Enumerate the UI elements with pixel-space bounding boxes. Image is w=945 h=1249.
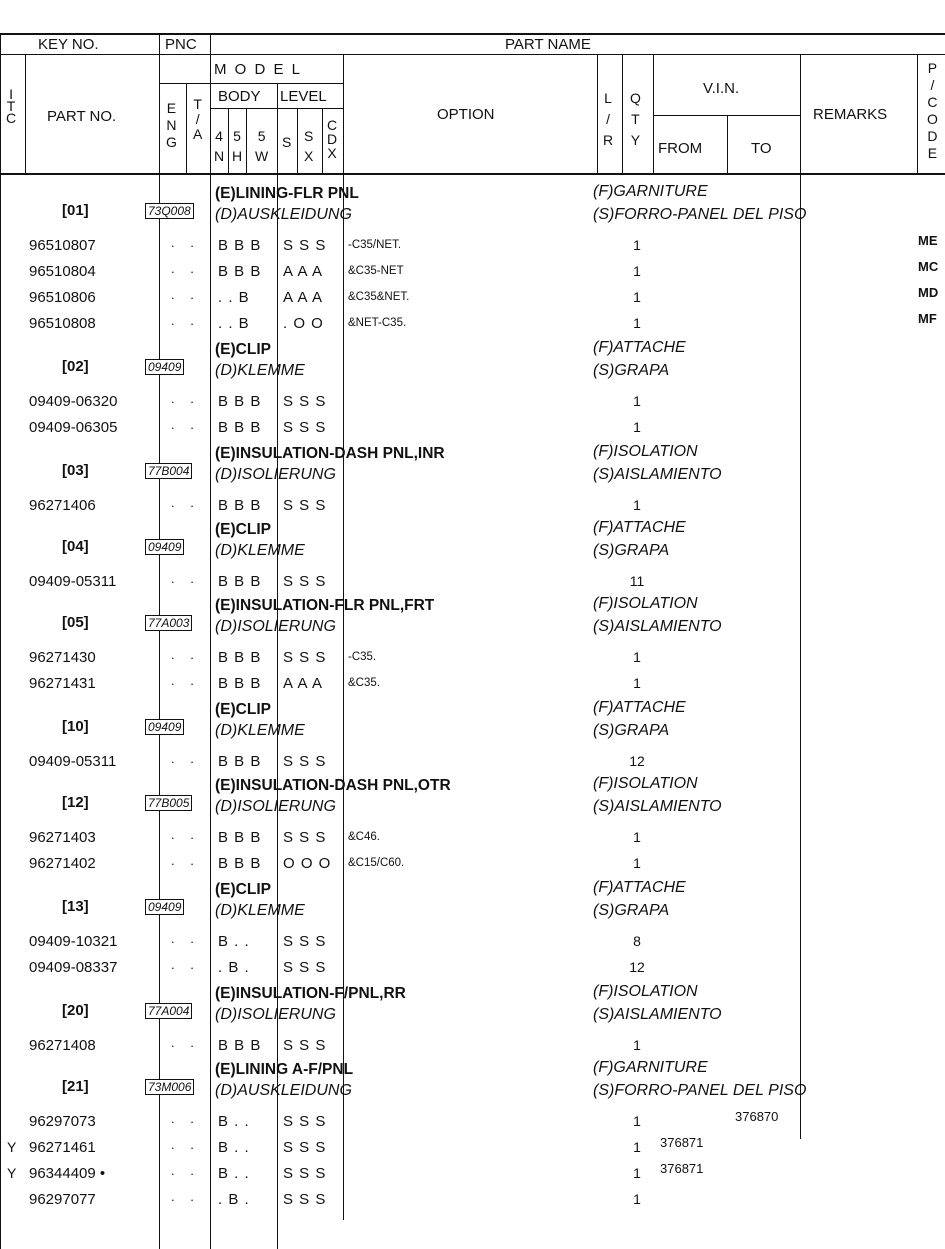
part-number: 96271403 (29, 829, 96, 846)
part-name-german: (D)KLEMME (215, 722, 305, 739)
body-values: . B . (218, 959, 250, 976)
key-no: [05] (62, 614, 89, 631)
quantity: 11 (629, 573, 645, 589)
part-name-german: (D)KLEMME (215, 542, 305, 559)
eng-ta-values: . . (171, 287, 200, 302)
level-values: S S S (283, 649, 327, 666)
vin-to: 376870 (735, 1109, 779, 1124)
pcode: MC (918, 259, 939, 274)
part-name-french: (F)ISOLATION (593, 983, 698, 1000)
pnc-code: 77A003 (145, 615, 192, 631)
option-code: &C15/C60. (348, 857, 405, 869)
key-no: [13] (62, 898, 89, 915)
eng-ta-values: . . (171, 1035, 200, 1050)
part-number: 96510804 (29, 263, 96, 280)
part-number: 09409-08337 (29, 959, 118, 976)
pcode: ME (918, 233, 938, 248)
part-name-german: (D)ISOLIERUNG (215, 798, 336, 815)
level-values: S S S (283, 1165, 327, 1182)
part-name-spanish: (S)AISLAMIENTO (593, 1006, 722, 1023)
level-values: S S S (283, 1139, 327, 1156)
part-name-english: (E)INSULATION-F/PNL,RR (215, 985, 406, 1002)
part-name-spanish: (S)GRAPA (593, 542, 670, 559)
part-name-french: (F)ISOLATION (593, 443, 698, 460)
level-values: S S S (283, 959, 327, 976)
pcode: MF (918, 311, 937, 326)
part-number: 96271430 (29, 649, 96, 666)
header-pcode: P / C O D E (927, 60, 938, 161)
part-name-french: (F)ATTACHE (593, 519, 686, 536)
option-code: &C35-NET (348, 265, 404, 277)
eng-ta-values: . . (171, 1163, 200, 1178)
part-name-german: (D)AUSKLEIDUNG (215, 206, 352, 223)
pnc-code: 09409 (145, 539, 184, 555)
header-lr: L / R (603, 90, 614, 148)
body-values: B B B (218, 753, 262, 770)
eng-ta-values: . . (171, 571, 200, 586)
key-no: [21] (62, 1078, 89, 1095)
quantity: 1 (633, 649, 641, 665)
option-code: &NET-C35. (348, 317, 407, 329)
header-level-cdx: C D X (327, 117, 338, 161)
pnc-code: 09409 (145, 359, 184, 375)
header-vin-to: TO (751, 140, 772, 157)
part-name-french: (F)GARNITURE (593, 183, 708, 200)
body-values: B . . (218, 1113, 250, 1130)
level-values: S S S (283, 393, 327, 410)
eng-ta-values: . . (171, 261, 200, 276)
header-level: LEVEL (280, 88, 327, 105)
part-name-french: (F)ISOLATION (593, 595, 698, 612)
eng-ta-values: . . (171, 931, 200, 946)
body-values: B . . (218, 1139, 250, 1156)
part-name-spanish: (S)AISLAMIENTO (593, 618, 722, 635)
quantity: 1 (633, 263, 641, 279)
header-key-no: KEY NO. (38, 36, 99, 53)
option-code: -C35/NET. (348, 239, 402, 251)
part-name-german: (D)KLEMME (215, 902, 305, 919)
part-number: 96510806 (29, 289, 96, 306)
option-code: -C35. (348, 651, 377, 663)
part-name-english: (E)INSULATION-DASH PNL,INR (215, 445, 445, 462)
part-number: 96271406 (29, 497, 96, 514)
body-values: B B B (218, 393, 262, 410)
header-level-s: S (282, 134, 292, 150)
quantity: 1 (633, 237, 641, 253)
part-number: 96297077 (29, 1191, 96, 1208)
part-name-french: (F)ATTACHE (593, 879, 686, 896)
pnc-code: 73M006 (145, 1079, 194, 1095)
header-model: M O D E L (214, 61, 303, 78)
quantity: 1 (633, 497, 641, 513)
part-number: 96297073 (29, 1113, 96, 1130)
part-number: 09409-06320 (29, 393, 118, 410)
body-values: B B B (218, 855, 262, 872)
part-name-english: (E)CLIP (215, 341, 271, 358)
header-option: OPTION (437, 106, 495, 123)
level-values: S S S (283, 237, 327, 254)
header-pnc: PNC (165, 36, 197, 53)
pnc-code: 77B004 (145, 463, 192, 479)
level-values: S S S (283, 419, 327, 436)
level-values: S S S (283, 829, 327, 846)
part-name-spanish: (S)GRAPA (593, 902, 670, 919)
part-name-german: (D)ISOLIERUNG (215, 466, 336, 483)
part-name-german: (D)KLEMME (215, 362, 305, 379)
quantity: 1 (633, 829, 641, 845)
eng-ta-values: . . (171, 957, 200, 972)
part-name-spanish: (S)GRAPA (593, 362, 670, 379)
part-number: 96510808 (29, 315, 96, 332)
key-no: [02] (62, 358, 89, 375)
part-name-english: (E)CLIP (215, 701, 271, 718)
part-name-english: (E)INSULATION-FLR PNL,FRT (215, 597, 435, 614)
quantity: 1 (633, 1113, 641, 1129)
key-no: [12] (62, 794, 89, 811)
level-values: S S S (283, 573, 327, 590)
part-name-german: (D)ISOLIERUNG (215, 618, 336, 635)
header-remarks: REMARKS (813, 106, 888, 123)
eng-ta-values: . . (171, 417, 200, 432)
eng-ta-values: . . (171, 853, 200, 868)
part-name-french: (F)ISOLATION (593, 775, 698, 792)
part-name-french: (F)ATTACHE (593, 339, 686, 356)
body-values: B B B (218, 649, 262, 666)
level-values: S S S (283, 1191, 327, 1208)
body-values: . . B (218, 289, 250, 306)
header-body-5h: 5 H (232, 128, 243, 164)
header-eng: E N G (166, 100, 177, 150)
quantity: 1 (633, 419, 641, 435)
header-body: BODY (218, 88, 261, 105)
key-no: [03] (62, 462, 89, 479)
eng-ta-values: . . (171, 1111, 200, 1126)
vin-from: 376871 (660, 1135, 704, 1150)
header-ta: T / A (193, 96, 203, 142)
header-itc: I T C (6, 86, 17, 126)
level-values: S S S (283, 1037, 327, 1054)
itc-flag: Y (7, 1139, 17, 1155)
body-values: B B B (218, 1037, 262, 1054)
body-values: B B B (218, 237, 262, 254)
header-level-sx: S X (304, 128, 314, 164)
pnc-code: 73Q008 (145, 203, 194, 219)
eng-ta-values: . . (171, 391, 200, 406)
body-values: B B B (218, 497, 262, 514)
part-name-german: (D)AUSKLEIDUNG (215, 1082, 352, 1099)
body-values: B B B (218, 573, 262, 590)
part-name-english: (E)INSULATION-DASH PNL,OTR (215, 777, 451, 794)
option-code: &C46. (348, 831, 380, 843)
body-values: . . B (218, 315, 250, 332)
level-values: . O O (283, 315, 324, 332)
quantity: 1 (633, 1191, 641, 1207)
quantity: 12 (629, 959, 645, 975)
level-values: S S S (283, 1113, 327, 1130)
body-values: . B . (218, 1191, 250, 1208)
part-name-english: (E)CLIP (215, 881, 271, 898)
level-values: S S S (283, 497, 327, 514)
pnc-code: 77B005 (145, 795, 192, 811)
quantity: 1 (633, 1165, 641, 1181)
eng-ta-values: . . (171, 827, 200, 842)
level-values: S S S (283, 933, 327, 950)
quantity: 8 (633, 933, 641, 949)
header-body-4n: 4 N (214, 128, 225, 164)
eng-ta-values: . . (171, 495, 200, 510)
part-number: 96344409 • (29, 1165, 106, 1182)
eng-ta-values: . . (171, 313, 200, 328)
part-name-german: (D)ISOLIERUNG (215, 1006, 336, 1023)
quantity: 1 (633, 1139, 641, 1155)
pnc-code: 09409 (145, 719, 184, 735)
part-name-french: (F)GARNITURE (593, 1059, 708, 1076)
key-no: [20] (62, 1002, 89, 1019)
pcode: MD (918, 285, 939, 300)
eng-ta-values: . . (171, 673, 200, 688)
part-number: 96271408 (29, 1037, 96, 1054)
part-name-spanish: (S)FORRO-PANEL DEL PISO (593, 1082, 807, 1099)
quantity: 1 (633, 855, 641, 871)
part-number: 96271402 (29, 855, 96, 872)
level-values: A A A (283, 289, 324, 306)
part-number: 96271431 (29, 675, 96, 692)
body-values: B B B (218, 263, 262, 280)
quantity: 1 (633, 289, 641, 305)
eng-ta-values: . . (171, 751, 200, 766)
header-vin: V.I.N. (703, 80, 740, 97)
eng-ta-values: . . (171, 235, 200, 250)
eng-ta-values: . . (171, 1137, 200, 1152)
part-name-english: (E)LINING-FLR PNL (215, 185, 359, 202)
quantity: 12 (629, 753, 645, 769)
header-vin-from: FROM (658, 140, 703, 157)
part-name-french: (F)ATTACHE (593, 699, 686, 716)
part-number: 09409-05311 (29, 753, 117, 770)
part-name-spanish: (S)AISLAMIENTO (593, 466, 722, 483)
body-values: B . . (218, 933, 250, 950)
header-part-name: PART NAME (505, 36, 591, 53)
level-values: O O O (283, 855, 332, 872)
key-no: [04] (62, 538, 89, 555)
body-values: B B B (218, 829, 262, 846)
part-name-english: (E)LINING A-F/PNL (215, 1061, 354, 1078)
part-name-spanish: (S)GRAPA (593, 722, 670, 739)
part-number: 09409-05311 (29, 573, 117, 590)
eng-ta-values: . . (171, 1189, 200, 1204)
level-values: A A A (283, 675, 324, 692)
part-number: 09409-10321 (29, 933, 118, 950)
eng-ta-values: . . (171, 647, 200, 662)
itc-flag: Y (7, 1165, 17, 1181)
quantity: 1 (633, 1037, 641, 1053)
part-number: 96510807 (29, 237, 96, 254)
body-values: B B B (218, 675, 262, 692)
part-name-english: (E)CLIP (215, 521, 271, 538)
header-qty: Q T Y (630, 90, 641, 148)
pnc-code: 77A004 (145, 1003, 192, 1019)
quantity: 1 (633, 675, 641, 691)
header-body-5w: 5 W (255, 128, 269, 164)
part-number: 09409-06305 (29, 419, 118, 436)
key-no: [10] (62, 718, 89, 735)
body-values: B B B (218, 419, 262, 436)
quantity: 1 (633, 315, 641, 331)
header-part-no: PART NO. (47, 108, 117, 125)
level-values: A A A (283, 263, 324, 280)
part-name-spanish: (S)FORRO-PANEL DEL PISO (593, 206, 807, 223)
option-code: &C35&NET. (348, 291, 410, 303)
level-values: S S S (283, 753, 327, 770)
option-code: &C35. (348, 677, 380, 689)
key-no: [01] (62, 202, 89, 219)
part-name-spanish: (S)AISLAMIENTO (593, 798, 722, 815)
vin-from: 376871 (660, 1161, 704, 1176)
body-values: B . . (218, 1165, 250, 1182)
part-number: 96271461 (29, 1139, 96, 1156)
quantity: 1 (633, 393, 641, 409)
pnc-code: 09409 (145, 899, 184, 915)
